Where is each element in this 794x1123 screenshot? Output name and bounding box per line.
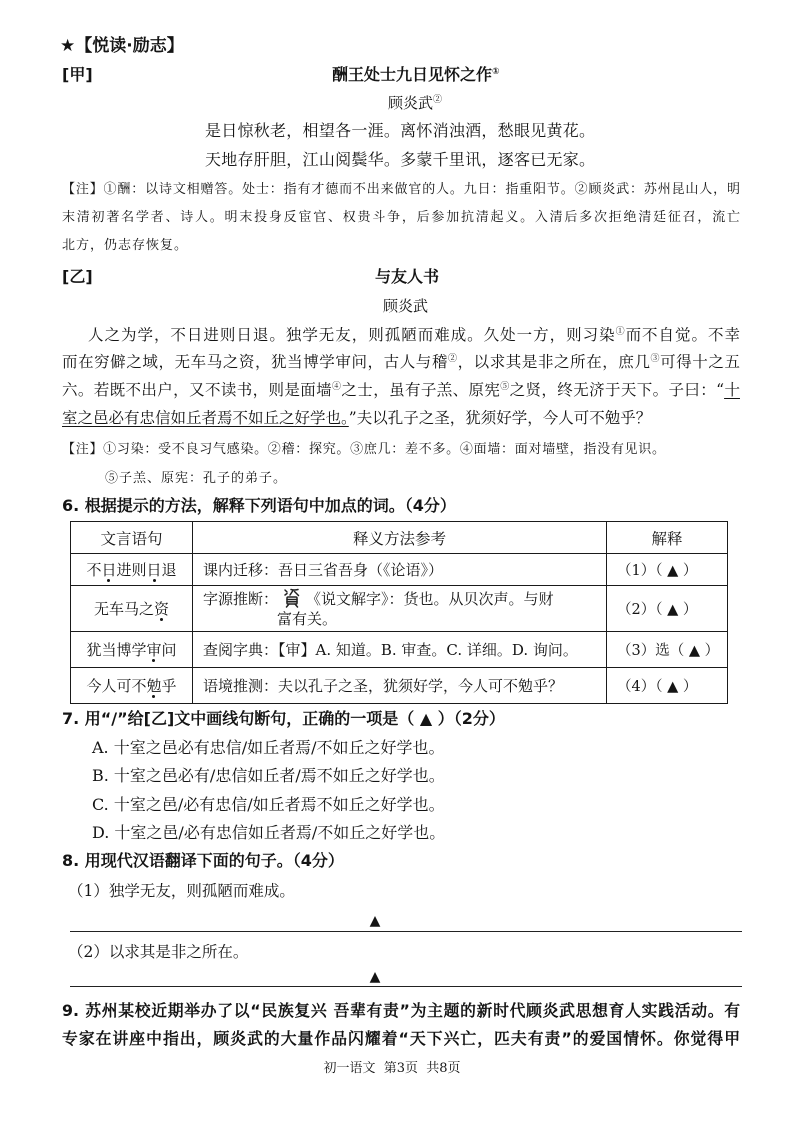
text-segment: 今人可不 [86, 677, 147, 695]
classical-sentence [86, 641, 176, 659]
method-cell: 课内迁移：吾日三省吾身（《论语》） [193, 554, 607, 586]
question-6-heading: 6. 根据提示的方法，解释下列语句中加点的词。（4分） [62, 496, 456, 515]
note-marker: ① [492, 67, 500, 77]
note-marker: ② [447, 354, 458, 364]
text-segment: 问 [161, 641, 177, 659]
text-segment: 人之为学，不日进则日退。独学无友，则孤陋而难成。久处一方，则习染 [88, 326, 616, 344]
text-segment: 无车马之 [93, 600, 154, 618]
poem-line: 是日惊秋老，相望各一涯。离怀消浊酒，愁眼见黄花。 [205, 121, 595, 140]
method-cell: 语境推测：夫以孔子之圣，犹须好学，今人可不勉乎？ [193, 668, 607, 704]
method-cell [193, 586, 607, 632]
jia-note-line: 【注】①酬：以诗文相赠答。处士：指有才德而不出来做官的人。九日：指重阳节。②顾炎武：苏州昆山人，明 [62, 182, 740, 197]
question-9-line: 9. 苏州某校近期举办了以“民族复兴 吾辈有责”为主题的新时代顾炎武思想育人实践活动。有 [62, 1001, 740, 1020]
answer-blank-marker: ▲ [369, 969, 381, 985]
question-9-line: 专家在讲座中指出，顾炎武的大量作品闪耀着“天下兴亡，匹夫有责”的爱国情怀。你觉得甲 [62, 1029, 740, 1048]
essay-line [62, 351, 740, 373]
method-line-continued: 富有关。 [277, 610, 338, 628]
dotted-word: 审 [146, 641, 162, 659]
sentence-cell [71, 668, 193, 704]
option-b: B. 十室之邑必有/忠信如丘者/焉不如丘之好学也。 [92, 766, 445, 785]
option-d: D. 十室之邑/必有忠信如丘者焉/不如丘之好学也。 [92, 823, 446, 842]
poem-author [388, 92, 442, 114]
yi-note-line: 【注】①习染：受不良习气感染。②稽：探究。③庶几：差不多。④面墙：面对墙壁，指没有见识。 [62, 442, 665, 457]
header-cell-answer: 解释 [607, 522, 728, 554]
answer-cell: （4）（ ▲ ） [607, 668, 728, 704]
dotted-word: 勉 [146, 677, 162, 695]
method-cell: 查阅字典：【审】A. 知道。B. 审查。C. 详细。D. 询问。 [193, 632, 607, 668]
note-marker: ② [433, 95, 443, 105]
text-segment: ”夫以孔子之圣，犹须好学，今人可不勉乎？ [348, 409, 652, 427]
method-text: 《说文解字》：货也。从贝次声。与财 [306, 590, 554, 608]
text-segment: 可得十之五 [660, 353, 740, 371]
table-row [71, 554, 728, 586]
note-marker: ⑤ [500, 382, 510, 392]
option-a: A. 十室之邑必有忠信/如丘者焉/不如丘之好学也。 [92, 738, 445, 757]
dotted-word: 日 [101, 561, 117, 579]
text-segment: 不 [86, 561, 102, 579]
yi-note-line: ⑤子羔、原宪：孔子的弟子。 [105, 471, 288, 486]
q6-table [70, 521, 728, 704]
underlined-text: 室之邑必有忠信如丘者焉不如丘之好学也。 [62, 409, 349, 427]
text-segment: 而不自觉。不幸 [625, 326, 740, 344]
table-row [71, 586, 728, 632]
note-marker: ③ [650, 354, 661, 364]
table-row [71, 668, 728, 704]
method-label: 字源推断： [203, 590, 279, 608]
dotted-word: 日 [146, 561, 162, 579]
poem-line: 天地存肝胆，江山阅鬓华。多蒙千里讯，逐客已无家。 [205, 150, 595, 169]
classical-sentence [86, 561, 176, 579]
question-8-heading: 8. 用现代汉语翻译下面的句子。（4分） [62, 851, 344, 870]
table-header-row [71, 522, 728, 554]
seal-script-zi-icon [281, 588, 303, 608]
text-segment: 六。若既不出户，又不读书，则是面墙 [62, 381, 333, 399]
answer-cell: （2）（ ▲ ） [607, 586, 728, 632]
translate-item-1: （1）独学无友，则孤陋而难成。 [68, 882, 295, 900]
option-c: C. 十室之邑/必有忠信/如丘者焉不如丘之好学也。 [92, 795, 445, 814]
text-segment: 之士，虽有子羔、原宪 [341, 381, 501, 399]
jia-note-line: 末清初著名学者、诗人。明末投身反宦官、权贵斗争，后参加抗清起义。入清后多次拒绝清廷征召，流亡 [62, 210, 740, 225]
page-footer: 初一语文 第3页 共8页 [323, 1061, 461, 1076]
text-segment: 而在穷僻之域，无车马之资，犹当博学审问，古人与稽 [62, 353, 448, 371]
answer-cell: （3）选（ ▲ ） [607, 632, 728, 668]
passage-jia-label: [甲] [62, 65, 93, 84]
question-7-heading: 7. 用“/”给[乙]文中画线句断句，正确的一项是（ ▲ ）（2分） [62, 709, 505, 728]
text-segment: 之贤，终无济于天下。子曰：“ [509, 381, 725, 399]
text-segment: 犹当博学 [86, 641, 147, 659]
note-marker: ④ [332, 382, 342, 392]
header-cell-method: 释义方法参考 [193, 522, 607, 554]
sentence-cell [71, 554, 193, 586]
poem-title-text: 酬王处士九日见怀之作 [332, 65, 493, 84]
header-cell-sentence: 文言语句 [71, 522, 193, 554]
classical-sentence [86, 677, 176, 695]
essay-author: 顾炎武 [383, 297, 429, 315]
translate-item-2: （2）以求其是非之所在。 [68, 943, 249, 961]
table-row [71, 632, 728, 668]
text-segment: 进则 [116, 561, 147, 579]
text-segment: ，以求其是非之所在，庶几 [457, 353, 651, 371]
sentence-cell [71, 586, 193, 632]
poem-author-text: 顾炎武 [388, 94, 434, 112]
essay-line [62, 407, 651, 429]
essay-title: 与友人书 [375, 267, 440, 286]
answer-line [70, 931, 742, 932]
jia-note-line: 北方，仍志存恢复。 [62, 238, 189, 253]
essay-line [62, 379, 740, 401]
dotted-word: 资 [154, 600, 170, 618]
passage-yi-label: [乙] [62, 267, 93, 286]
poem-title [332, 64, 500, 86]
classical-sentence [94, 600, 169, 618]
answer-blank-marker: ▲ [369, 913, 381, 929]
answer-line [70, 986, 742, 987]
essay-line [88, 324, 740, 346]
section-header: ★【悦读·励志】 [60, 36, 184, 56]
text-segment: 乎 [161, 677, 177, 695]
text-segment: 退 [161, 561, 177, 579]
underlined-text: 十 [724, 381, 740, 399]
note-marker: ① [615, 327, 626, 337]
answer-cell: （1）（ ▲ ） [607, 554, 728, 586]
method-line [203, 588, 606, 609]
sentence-cell [71, 632, 193, 668]
